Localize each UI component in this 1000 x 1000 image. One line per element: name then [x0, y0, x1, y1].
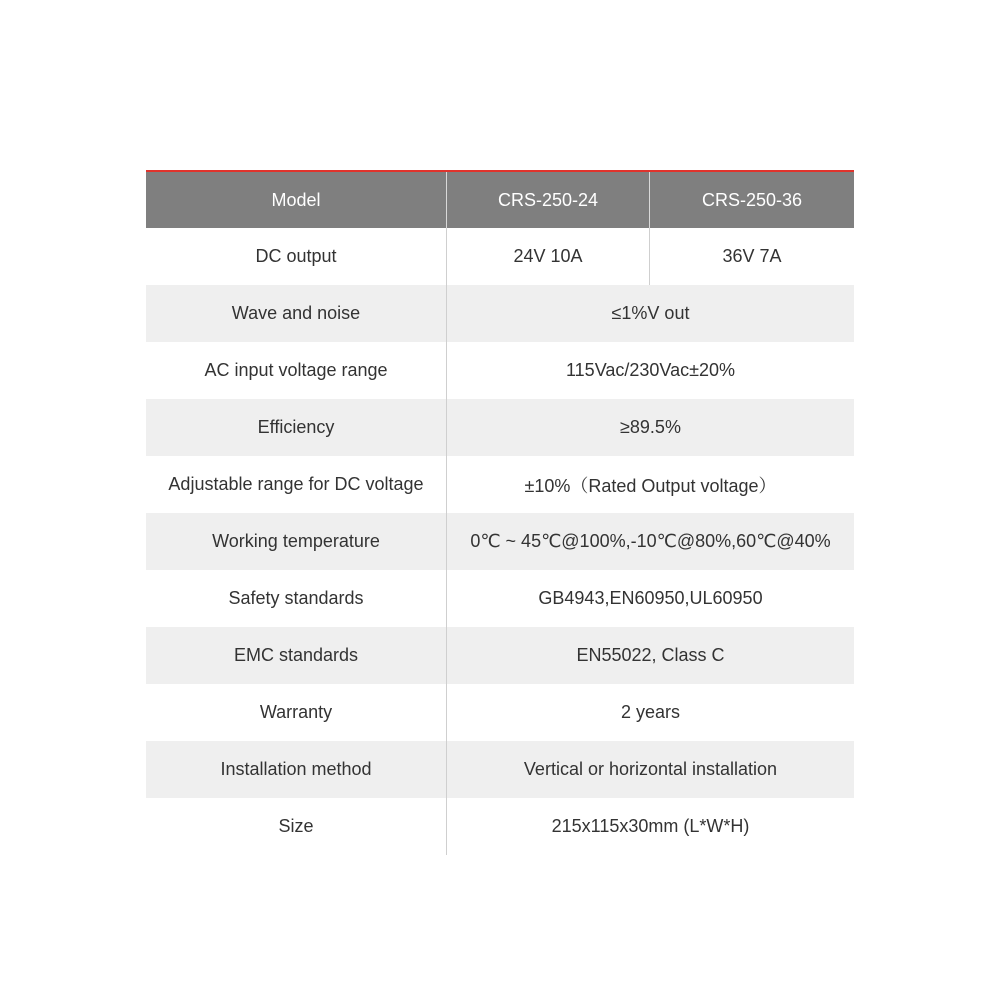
- row-value: EN55022, Class C: [576, 645, 725, 665]
- row-label: EMC standards: [146, 627, 447, 684]
- table-row: [146, 513, 854, 570]
- row-label: Wave and noise: [146, 285, 447, 342]
- row-value: Vertical or horizontal installation: [523, 759, 778, 779]
- row-label: Working temperature: [146, 513, 447, 570]
- row-label: Safety standards: [146, 570, 447, 627]
- header-model-a: CRS-250-24: [447, 172, 650, 228]
- table-row: [146, 570, 854, 627]
- row-label: DC output: [146, 228, 447, 285]
- row-value-b: 36V 7A: [722, 246, 782, 266]
- row-value: ≤1%V out: [611, 303, 690, 323]
- spec-table: [146, 170, 854, 855]
- row-label: Size: [146, 798, 447, 855]
- table-row: [146, 399, 854, 456]
- row-value: ±10%（Rated Output voltage）: [524, 475, 777, 496]
- table-row: [146, 285, 854, 342]
- row-value: ≥89.5%: [620, 417, 681, 437]
- table-row-dc-output: [146, 228, 854, 285]
- table-row: [146, 456, 854, 513]
- table-header-row: [146, 172, 854, 228]
- row-label: Efficiency: [146, 399, 447, 456]
- row-value-a: 24V 10A: [447, 228, 650, 285]
- row-label: AC input voltage range: [146, 342, 447, 399]
- table-row: [146, 741, 854, 798]
- header-model-label: Model: [146, 172, 447, 228]
- header-model-b: CRS-250-36: [701, 189, 803, 210]
- table-row: [146, 798, 854, 855]
- table-row: [146, 627, 854, 684]
- row-label: Adjustable range for DC voltage: [146, 456, 447, 513]
- row-label: Installation method: [146, 741, 447, 798]
- row-value: GB4943,EN60950,UL60950: [538, 588, 763, 608]
- table-row: [146, 684, 854, 741]
- row-value: 215x115x30mm (L*W*H): [551, 816, 750, 836]
- row-label: Warranty: [146, 684, 447, 741]
- row-value: 115Vac/230Vac±20%: [566, 360, 735, 380]
- row-value: 2 years: [620, 702, 681, 722]
- row-value: 0℃ ~ 45℃@100%,-10℃@80%,60℃@40%: [470, 531, 831, 551]
- table-row: [146, 342, 854, 399]
